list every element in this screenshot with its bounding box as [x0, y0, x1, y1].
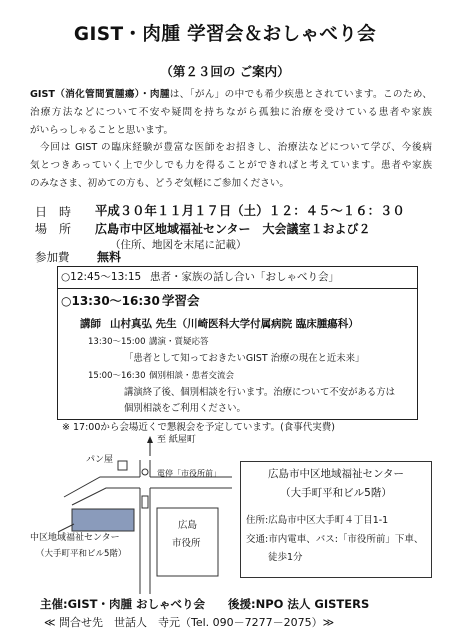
- footer-contact: ≪ 問合せ先 世話人 寺元（Tel. 090－7277－2075）≫: [44, 616, 335, 629]
- center-building: [72, 509, 134, 531]
- cross-street-south-west: [72, 488, 140, 505]
- program-item-1-time: 13:30～15:00: [88, 337, 146, 347]
- intro-p2-line-1: 今回は GIST の臨床経験が豊富な医師をお招きし、治療法などについて学び、今後病: [40, 142, 432, 153]
- program-item-1-desc: 講演・質疑応答: [149, 337, 209, 347]
- map-bakery-label: パン屋: [86, 455, 114, 465]
- intro-p1-line-3: がいらっしゃることと思います。: [30, 125, 174, 136]
- session2-time: ○13:30～16:30: [61, 294, 160, 308]
- map-center-label: 中区地域福祉センター: [30, 533, 120, 543]
- intro-p2-line-3: のみなさま、初めての方も、どうぞ気軽にご参加ください。: [30, 178, 290, 189]
- place-value: 広島市中区地域福祉センター 大会議室１および２: [95, 222, 371, 236]
- map-tram-stop-label: 電停「市役所前」: [157, 469, 221, 478]
- tram-stop-platform: [142, 496, 148, 508]
- program-item-2-note-1: 講演終了後、個別相談を行います。治療について不安がある方は: [124, 387, 395, 398]
- venue-address: 住所:広島市中区大手町４丁目1-1: [246, 515, 389, 526]
- venue-access-line-2: 徒歩1分: [268, 552, 303, 563]
- place-label: 場 所: [35, 222, 72, 236]
- intro-p1-line-2: 治療方法などについて不安や疑問を持ちながら孤独に治療を受けている患者や家族: [30, 107, 432, 118]
- program-item-2-desc: 個別相談・患者交流会: [149, 371, 235, 381]
- session1-title: 患者・家族の話し合い「おしゃべり会」: [150, 271, 339, 283]
- intro-p1-lead: GIST（消化管間質腫瘍）・肉腫: [30, 89, 170, 100]
- venue-building: （大手町平和ビル5階）: [280, 487, 392, 499]
- program-item-2-time: 15:00～16:30: [88, 371, 146, 381]
- cross-street-north-west: [64, 477, 140, 497]
- map-city-hall-label-2: 市役所: [172, 538, 201, 549]
- direction-arrow-head: [147, 436, 153, 443]
- footer-supporter: 後援:NPO 法人 GISTERS: [228, 597, 370, 611]
- map-city-hall-label-1: 広島: [178, 520, 198, 531]
- program-item-1-note: 「患者として知っておきたいGIST 治療の現在と近未来」: [124, 353, 365, 364]
- map-direction-label: 至 紙屋町: [157, 435, 196, 445]
- tram-stop-marker: [142, 469, 148, 475]
- intro-p2-line-2: 気とつきあっていく上で少しでも力を得ることができればと考えています。患者や家族: [30, 160, 432, 171]
- venue-access-line-1: 交通:市内電車、バス:「市役所前」下車、: [246, 534, 424, 545]
- fee-value: 無料: [97, 250, 122, 264]
- fee-label: 参加費: [35, 250, 70, 264]
- map-center-building-label: （大手町平和ビル5階）: [36, 549, 127, 559]
- page-title: GIST・肉腫 学習会＆おしゃべり会: [73, 24, 377, 45]
- session2-title: 学習会: [162, 293, 200, 308]
- lecturer-label: 講師: [80, 318, 101, 330]
- lecturer-name: 山村真弘 先生（川崎医科大学付属病院 臨床腫瘍科）: [110, 318, 359, 330]
- program-item-2-note-2: 個別相談をご利用ください。: [124, 403, 246, 414]
- intro-p1-text: は、「がん」の中でも希少疾患とされています。このため、: [169, 89, 432, 100]
- date-value: 平成３０年１１月１７日（土）１２：４５～１６：３０: [95, 203, 405, 218]
- page-subtitle: （第２３回の ご案内）: [160, 64, 290, 79]
- reception-note: ※ 17:00から会場近くで懇親会を予定しています。(食事代実費): [62, 422, 336, 433]
- session1-time: ○12:45～13:15: [61, 271, 142, 283]
- footer-organizer: 主催:GIST・肉腫 おしゃべり会: [40, 597, 205, 611]
- date-label: 日 時: [35, 205, 72, 219]
- bakery-marker: [118, 461, 127, 470]
- place-note: （住所、地図を末尾に記載）: [110, 239, 247, 251]
- venue-name: 広島市中区地域福祉センター: [267, 468, 405, 480]
